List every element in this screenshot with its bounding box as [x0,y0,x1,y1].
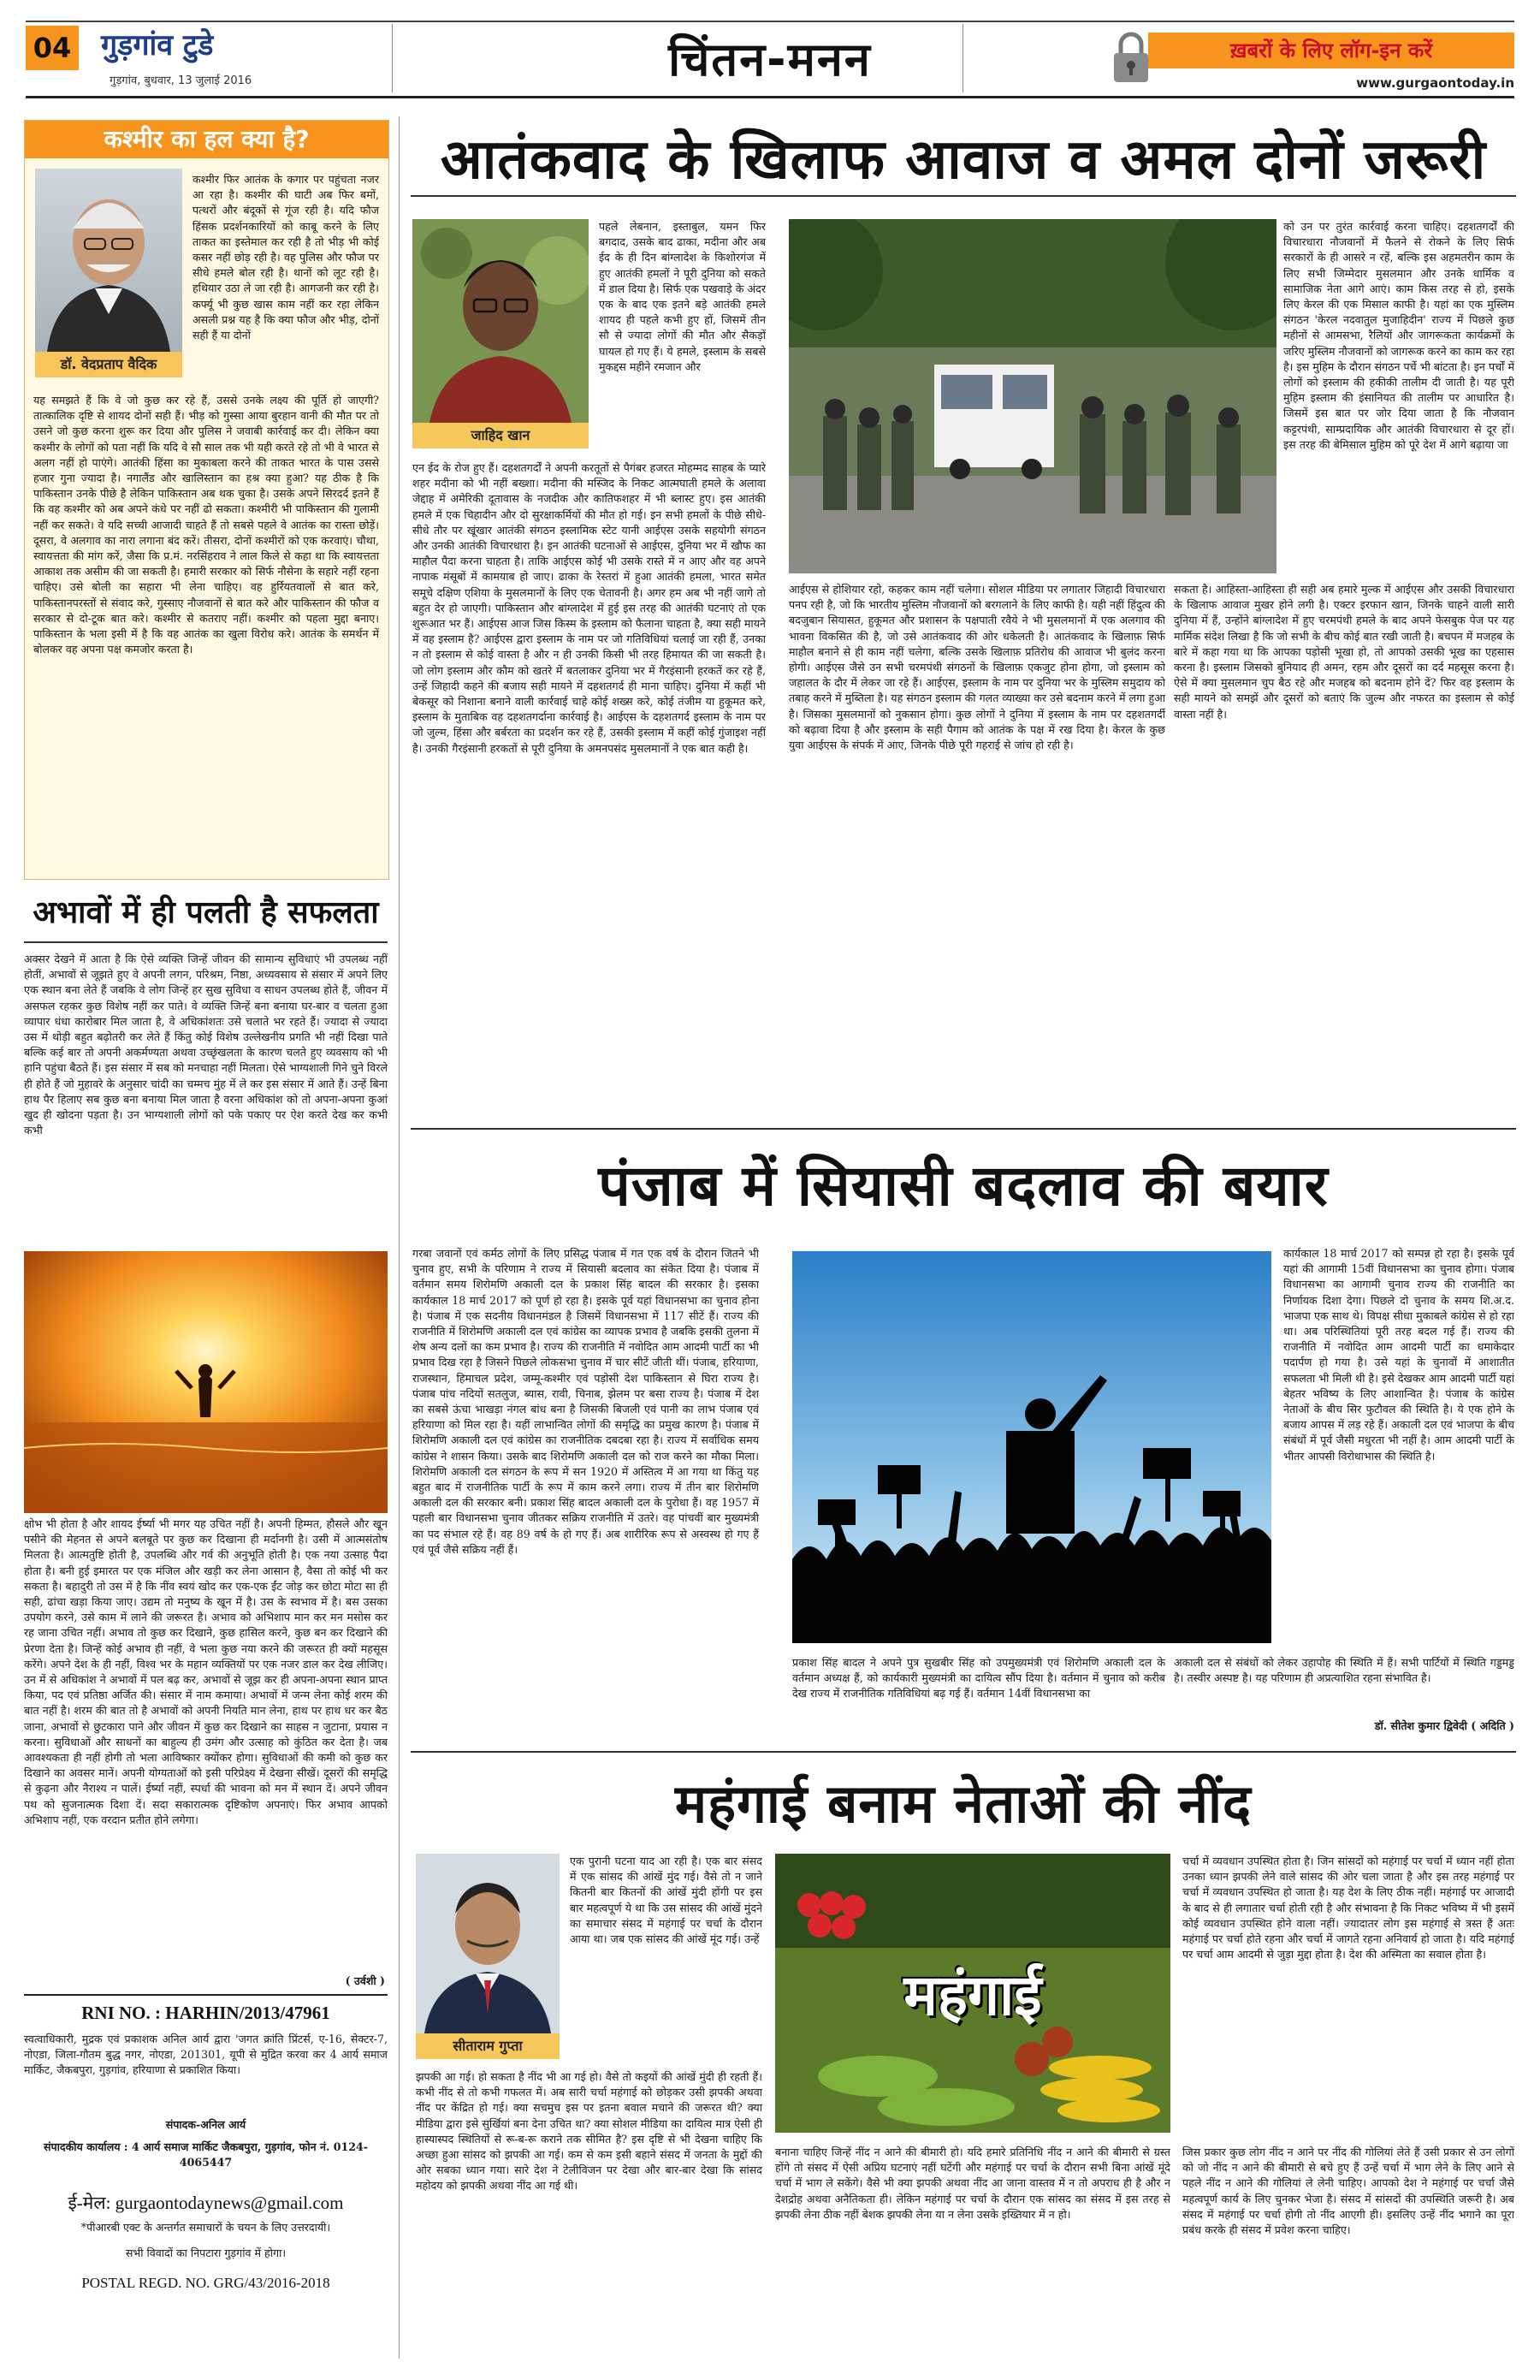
lock-icon [1112,29,1150,84]
punjab-col-b: प्रकाश सिंह बादल ने अपने पुत्र सुखबीर सिंह को उपमुख्यमंत्री एवं शिरोमणि अकाली दल के वर्तमान अध्यक्ष हैं, को कार्यकारी मुख्यमंत्री का दायित्व सौंप दिया है। वर्तमान में चुनाव को करीब देख राज्य में राजनीतिक गतिविधियां बढ़ गई हैं। वर्तमान 14वीं विधानसभा का [792,1656,1165,1700]
terror-col-a-side: पहले लेबनान, इस्ताबुल, यमन फिर बगदाद, उसके बाद ढाका, मदीना और अब ईद के ही दिन बांग्लादेश के किशोरगंज में हुए आतंकी हमलों ने पूरी दुनिया को सकते में डाल दिया है। सिर्फ एक पखवाड़े के अंदर एक के बाद एक इतने बड़े आतंकी हमले शायद ही पहले कभी हुए हों, जिसमें तीन सौ से ज्यादा लोगों की मौत और सैकड़ों घायल हो गए हैं। ये हमले, इस्लाम के सबसे मुकद्दस महीने रमजान और [599,220,766,373]
punjab-headline: पंजाब में सियासी बदलाव की बयार [598,1153,1329,1219]
kashmir-body-text: यह समझते हैं कि वे जो कुछ कर रहे हैं, उससे उनके लक्ष्य की पूर्ति हो जाएगी? तात्कालिक दृष्टि से शायद दोनों सही हैं। भीड़ को गुस्सा आया बुरहान वानी की मौत पर तो उसने जो कुछ करना शुरू कर दिया और पुलिस ने जवाबी कार्रवाई कर दी। लेकिन क्या कश्मीर के लोगों को पता नहीं कि यदि वे सौ साल तक भी यही करते रहे तो भी वे भारत से अलग नहीं हो पाएंगे। आतंकी हिंसा का मुकाबला करने की ताकत भारत के पास उससे हजार गुना ज्यादा है। नगालैंड और खालिस्तान का हश्र क्या हुआ? यह ठीक है कि पाकिस्तान उनके पीछे है लेकिन पाकिस्तान अब थक चुका है। उसके अपने सिरदर्द इतने हैं कि वह कश्मीर को अब अपने कंधे पर नहीं ढो सकता। कश्मीरी भी पाकिस्तान की गुलामी नहीं कर सकते। वे यदि सच्ची आजादी चाहते हैं तो सबसे पहले वे आतंक का रास्ता छोड़ें। दूसरा, वे अलगाव का नारा लगाना बंद करें। तीसरा, दोनों कश्मीरों को एक करवाएं। चौथा, स्वायत्तता की मांग करें, जैसा कि प्र.मं. नरसिंहराव ने लाल किले से कहा था कि स्वायत्तता आकाश तक असीम की जा सकती है। हमारी सरकार को सिर्फ नौसेना के सहारे नहीं रहना चाहिए। उसे बोली का सहारा भी लेना चाहिए। वह हुर्रियतवालों से बात करे, पाकिस्तानपरस्तों से संवाद करे, गुस्साए नौजवानों से बात करे और पाकिस्तान की फौज व सरकार से दो-टूक बात करे। कश्मीर से कतराए नहीं। कश्मीर को पहला मुद्दा बनाए। पाकिस्तान के भला इसी में है कि वह आतंक का खुला विरोध करे। आतंक के समर्थन में बोलकर वह अपना पक्ष कमजोर करता है। [33,394,379,656]
author-caption: सीताराम गुप्ता [416,2033,560,2059]
inflation-headline: महंगाई बनाम नेताओं की नींद [675,1772,1252,1835]
author-caption: डॉ. वेदप्रताप वैदिक [35,352,182,377]
scarcity-signature: ( उर्वशी ) [345,1974,385,1987]
inflation-col-c-body: जिस प्रकार कुछ लोग नींद न आने पर नींद की गोलियां लेते हैं उसी प्रकार से उन लोगों को जो नींद न आने की बीमारी से बचे हुए हैं उन्हें चर्चा में भाग लेने के लिए आने से पहले नींद न आने की गोलियां ले लेनी चाहिए। आपको देश ने महंगाई पर चर्चा जैसे महत्वपूर्ण कार्य के लिए चुनकर भेजा है। संसद में सांसदों की उपस्थिति जरूरी है। अब संसद में महंगाई पर चर्चा होगी तो नींद आएगी ही। इसलिए उन्हें नींद भगाने का पूरा प्रबंध करके ही संसद में प्रवेश करना चाहिए। [1182,2146,1514,2237]
author-photo [416,1854,560,2033]
imprint-email[interactable]: ई-मेल: gurgaontodaynews@gmail.com [68,2193,344,2213]
masthead-logo: गुड़गांव टुडे [101,28,214,62]
imprint-note: *पीआरबी एक्ट के अन्तर्गत समाचारों के चयन के लिए उत्तरदायी। [80,2221,331,2234]
imprint-jurisdiction: सभी विवादों का निपटारा गुड़गांव में होगा। [125,2246,287,2259]
inflation-col-a-body: झपकी आ गई। हो सकता है नींद भी आ गई हो। वैसे तो कइयों की आंखें मुंदी ही रहती हैं। कभी नींद से तो कभी गफलत में। अब सारी चर्चा महंगाई को छोड़कर उसी झपकी अथवा नींद पर केंद्रित हो गई। क्या सचमुच इस पर इतना बवाल मचाने की जरूरत थी? क्या मीडिया द्वारा इसे सुर्खियां बना देना उचित था? क्या सोशल मीडिया का दायित्व मात्र ऐसी ही हास्यास्पद स्थितियों से रू-ब-रू कराने तक सीमित है? इस दृष्टि से भी देखना चाहिए कि अच्छा हुआ सांसद को झपकी आ गई। कम से कम इसी बहाने संसद में जनता के मुद्दों की ओर सबका ध्यान गया। सारे देश ने टेलीविजन पर देखा और बार-बार देखा कि सांसद महोदय को झपकी अथवा नींद आ गई थी। [416,2070,762,2193]
security-forces-photo [789,219,1276,573]
vegetables-photo [775,1854,1170,2133]
kashmir-box [24,120,389,880]
terror-col-b-body: आईएस से होशियार रहो, कहकर काम नहीं चलेगा। सोशल मीडिया पर लगातार जिहादी विचारधारा पनप रही है, जो कि भारतीय मुस्लिम नौजवानों को बरगलाने के लिए काफी है। यही नहीं हिंदुत्व की बदजुबान सियासत, हुकूमत और प्रशासन के पक्षपाती रवैये ने भी मुसलमानों में एक अलगाव की भावना विकसित की है, जो उसे आतंकवाद की ओर धकेलती है। आतंकवाद के खिलाफ़ सिर्फ माहौल बनाने से ही काम नहीं चलेगा, बल्कि उसके खिलाफ़ प्रतिरोध की आवाज भी बुलंद करना होगी। आईएस जैसे उन सभी चरमपंथी संगठनों के खिलाफ़ एकजुट होना होगा, जो इस्लाम को जहालत के दौर में लेकर जा रहे हैं। आईएस, इस्लाम के नाम पर दुनिया भर के मुस्लिम समुदाय को तबाह करने में मुब्तिला है। यह संगठन इस्लाम की गलत व्याख्या कर उसे बदनाम करने में लगा हुआ है। जिसका मुसलमानों को नुकसान होगा। कुछ लोगों ने दुनिया में इस्लाम के नाम पर दहशतगर्दी को बढ़ावा दिया है और इस्लाम के सही पैगाम को आतंक के पक्ष में रख दिया है। केरल के कुछ युवा आईएस के संपर्क में आए, जिनके पीछे पूरी गहराई से जांच हो रही है। [789,583,1165,752]
section-title: चिंतन-मनन [668,33,872,86]
website-link[interactable]: www.gurgaontoday.in [1356,75,1514,91]
terror-col-a-body: एन ईद के रोज हुए हैं। दहशतगर्दों ने अपनी करतूतों से पैगंबर हजरत मोहम्मद साहब के प्यारे शहर मदीना को भी नहीं बख्शा। मदीना की मस्जिद के निकट आत्मघाती हमले के अलावा जेद्दाह में अमेरिकी दूतावास के नजदीक और कातिफशहर में भी ब्लास्ट हुए। इस आतंकी हमले में एक चिहादीन और दो सुरक्षाकर्मियों की मौत हो गई। इन सभी हमलों के पीछे सीधे-सीधे तौर पर खूंखार आतंकी संगठन इस्लामिक स्टेट यानी आईएस उसके सहयोगी संगठन और उनकी आतंकी विचारधारा है। इन आतंकी घटनाओं से आईएस, दुनिया भर में खौफ का माहौल पैदा करना चाहता है। ताकि आईएस कोई भी उसके रास्ते में न आए और वह अपने नापाक मंसूबों में कामयाब हो जाए। ढाका के रेस्तरां में हुआ आतंकी हमला, भारत समेत समूचे दक्षिण एशिया के मुसलमानों के लिए एक चेतावनी है। अगर हम अब भी नहीं जागे तो बहुत देर हो जाएगी। पाकिस्तान और बांग्लादेश में हुई इस तरह की आतंकी घटनाएं तो एक शुरूआत भर हैं। आईएस आज जिस किस्म के इस्लाम को फैलाना चाहता है, क्या सही मायने में वह इस्लाम है? आईएस द्वारा इस्लाम के नाम पर जो गतिविधियां चलाई जा रही हैं, उनका न तो इस्लाम से कोई वास्ता है और न ही उनकी किसी भी तरह हिमायत की जा सकती है। जो लोग इस्लाम और कौम को खतरे में बतलाकर दुनिया भर में गैरइंसानी हरकतें कर रहे हैं, उन्हें जिहादी कहने की बजाय सही मायने में दहशतगर्द ही माना चाहिए। दुनिया में कहीं भी बेकसूर को निशाना बनाने वाली कार्रवाई चाहे कोई शख्स करे, कोई तंजीम या हुकूमत करे, इस्लाम के मुताबिक वह दहशतगर्दाना कार्रवाई है। आईएस के दहशतगर्द इस्लाम के नाम पर जो जुल्म, हिंसा और बर्बरता का प्रदर्शन कर रहे हैं, उसकी इस्लाम में कहीं कोई गुंजाइश नहीं है। उनकी गैरइंसानी हरकतों से पूरी दुनिया के अमनपसंद मुसलमानों ने एक बात कही है। [412,461,766,755]
inflation-col-b-body: बनाना चाहिए जिन्हें नींद न आने की बीमारी हो। यदि हमारे प्रतिनिधि नींद न आने की बीमारी से ग्रस्त होंगे तो संसद में ऐसी अप्रिय घटनाएं नहीं घटेंगी और महंगाई पर चर्चा के दौरान सभी बिना आंखें मूंदे चर्चा में भाग ले सकेंगे। वैसे भी क्या झपकी अथवा नींद आ जाना वास्तव में न तो अपराध ही है और न देशद्रोह अथवा अनैतिकता ही। लेकिन महंगाई पर चर्चा के दौरान एक सांसद का संसद में इस तरह से झपकी लेना ठीक नहीं बेशक झपकी लेना या न लेना उसके इख्तियार में न हो। [775,2146,1170,2221]
imprint-office: संपादकीय कार्यालय : 4 आर्य समाज मार्किट जैकबपुरा, गुड़गांव, फोन नं. 0124-4065447 [43,2140,369,2169]
kashmir-title: कश्मीर का हल क्या है? [25,121,388,158]
imprint-box [24,1994,388,2362]
kashmir-side-text: कश्मीर फिर आतंक के कगार पर पहुंचता नजर आ रहा है। कश्मीर की घाटी अब फिर बमों, पत्थरों और बंदूकों से गूंज रही है। यदि फौज हिंसक प्रदर्शनकारियों को काबू करने के लिए ताकत का इस्तेमाल कर रही है तो भीड़ भी कोई कसर नहीं छोड़ रही है। वह पुलिस और फौज पर सीधे हमले बोल रही है। थानों को लूट रही है। हथियार उठा ले जा रही है। आगजनी कर रही है। कर्फ्यू भी कुछ खास काम नहीं कर रहा लेकिन असली प्रश्न यह है कि क्या फौज और भीड़, दोनों सही हैं या दोनों [192,173,379,342]
imprint-editor: संपादक-अनिल आर्य [165,2118,246,2131]
punjab-col-c-body: अकाली दल से संबंधों को लेकर उहापोह की स्थिति में हैं। सभी पार्टियों में स्थिति गड्डमड्ड है। तस्वीर अस्पष्ट है। यह परिणाम ही अप्रत्याशित रहना संभावित है। [1174,1656,1514,1685]
rni-number: RNI NO. : HARHIN/2013/47961 [81,2003,330,2023]
postal-number: POSTAL REGD. NO. GRG/43/2016-2018 [81,2275,330,2291]
scarcity-headline: अभावों में ही पलती है सफलता [33,895,379,930]
login-banner[interactable]: ख़बरों के लिए लॉग-इन करें [1148,33,1514,68]
author-caption: जाहिद खान [412,423,589,448]
page-header [0,0,1540,101]
inflation-photo-label: महंगाई [903,1962,1042,2028]
inflation-col-a-side: एक पुरानी घटना याद आ रही है। एक बार संसद में एक सांसद की आंखें मुंद गई। वैसे तो न जाने कितनी बार कितनों की आंखें मुंदी होंगी पर इस बार महत्वपूर्ण ये था कि उस सांसद की आंखें मुंदने का समाचार संसद में महंगाई पर चर्चा के दौरान आया था। जब एक सांसद की आंखें मूंद गई। उन्हें [570,1855,762,1946]
terror-headline: आतंकवाद के खिलाफ आवाज व अमल दोनों जरूरी [440,128,1487,192]
sunrise-photo [24,1251,388,1513]
imprint-body: स्वत्वाधिकारी, मुद्रक एवं प्रकाशक अनिल आर्य द्वारा 'जगत क्रांति प्रिंटर्स, ए-16, सेक्टर-7, नोएडा, जिला-गौतम बुद्ध नगर, नोएडा, 201301, यूपी से मुद्रित करवा कर 4 आर्य समाज मार्किट, जैकबपुरा, गुड़गांव, हरियाणा से प्रकाशित किया। [24,2033,388,2077]
terror-col-c-body: सकता है। आहिस्ता-आहिस्ता ही सही अब हमारे मुल्क में आईएस और उसकी विचारधारा के खिलाफ आवाज मुखर होने लगी है। एक्टर इरफान खान, जिनके चाहने वाली सारी दुनिया में हैं, उन्होंने बांग्लादेश में हुए चरमपंथी हमले के बाद अपने फेसबुक पेज पर यह मार्मिक संदेश लिखा है कि जो सभी के बीच कोई बात रखी जाती है। बचपन में मजहब के बारे में कहा गया था कि आपका पड़ोसी भूखा हो, तो आपको उसकी भूख का एहसास करना है। इस्लाम जिसको बुनियाद ही अमन, रहम और दूसरों का दर्द महसूस करना है। ऐसे में क्या मुसलमान चुप बैठ रहे और मजहब को बदनाम होने दें? फिर वह इस्लाम के सही मायने को समझें और दूसरों को बताएं कि जुल्म और नफरत का इस्लाम से कोई वास्ता नहीं है। [1174,583,1514,721]
punjab-col-a: गरबा जवानों एवं कर्मठ लोगों के लिए प्रसिद्ध पंजाब में गत एक वर्ष के दौरान जितने भी चुनाव हुए, सभी के परिणाम ने राज्य में सियासी बदलाव का संकेत दिया है। पंजाब में वर्तमान समय शिरोमणि अकाली दल के प्रकाश सिंह बादल की सरकार है। इसका कार्यकाल 18 मार्च 2017 को पूर्ण हो रहा है। इसके पूर्व यहां विधानसभा का चुनाव होना है। पंजाब में एक सदनीय विधानमंडल है जिसमें विधानसभा में 117 सीटें हैं। राज्य की राजनीति में शिरोमणि अकाली दल एवं कांग्रेस का व्यापक प्रभाव है जबकि इसकी तुलना में शेष अन्य दलों का कम प्रभाव है। राज्य की राजनीति में नवोदित आम आदमी पार्टी का भी प्रभाव दिख रहा है जिसने पिछले लोकसभा चुनाव में चार सीटें जीती थीं। पंजाब, हरियाणा, राजस्थान, हिमाचल प्रदेश, जम्मू-कश्मीर एवं पड़ोसी देश पाकिस्तान से घिरा राज्य है। पंजाब पांच नदियों सतलुज, ब्यास, रावी, चिनाब, झेलम पर बसा राज्य है। पंजाब में देश का सबसे ऊंचा भाखड़ा नंगल बांध बना है जिसकी बिजली एवं पानी का लाभ पंजाब एवं हरियाणा को मिल रहा है। यहीं लाभान्वित लोगों की समृद्धि का प्रमुख कारण है। पंजाब में शिरोमणि अकाली दल एवं कांग्रेस का राजनीतिक दबदबा रहा है। राज्य में सर्वाधिक समय कांग्रेस ने शासन किया। उसके बाद शिरोमणि अकाली दल को राज करने का मौका मिला। शिरोमणि अकाली दल संगठन के रूप में सन 1920 में अस्तित्व में आ गया था किंतु यह बहुत बाद में राजनीतिक पार्टी के रूप में काम करने लगा। राज्य में तीन बार शिरोमणि अकाली दल की सरकार बनी। प्रकाश सिंह बादल अकाली दल के पुरोधा हैं। वह 1957 में पहली बार विधानसभा चुनाव जीतकर सक्रिय राजनीति में उतरे। वह पांचवीं बार मुख्यमंत्री का पद संभाल रहे हैं। वह 89 वर्ष के हो गए हैं। अब शारीरिक रूप से अस्वस्थ हो गए हैं एवं पूर्व जैसे सक्रिय नहीं हैं। [412,1247,759,1556]
author-photo [35,169,182,352]
scarcity-body-top: अक्सर देखने में आता है कि ऐसे व्यक्ति जिन्हें जीवन की सामान्य सुविधाएं भी उपलब्ध नहीं होतीं, अभावों से जूझते हुए वे अपनी लगन, परिश्रम, निष्ठा, अध्यवसाय से संसार में अपने लिए एक स्थान बना लेते हैं जबकि वे लोग जिन्हें हर सुख सुविधा व साधन उपलब्ध होते हैं, जीवन में असफल रहकर कुछ विशेष नहीं कर पाते। वे व्यक्ति जिन्हें बना बनाया घर-बार व चलता हुआ व्यापार धंधा कारोबार मिल जाता है, वे अधिकांशतः उसे चलाते भर रहते हैं। ज्यादा से ज्यादा उस में थोड़ी बहुत बढ़ोतरी कर लेते हैं किंतु कोई विशेष उल्लेखनीय प्रगति भी नहीं दिखा पाते बल्कि कई बार तो अपनी अकर्मण्यता अथवा उच्छृंखलता के कारण चलते हुए व्यवसाय को भी हानि पहुंचा बैठते हैं। इस संसार में सब को मनचाहा नहीं मिलता। ऐसे भाग्यशाली गिने चुने विरले ही होते हैं जो मुहावरे के अनुसार चांदी का चम्मच मुंह में ले कर इस संसार में आते हैं। उन्हें बिना हाथ पैर हिलाए सब कुछ बना बनाया मिल जाता है वरना अधिकांश को तो अपना-अपना कुआं खुद ही खोदना पड़ता है। उन भाग्यशाली लोगों को पके पकाए पर ऐश करते देख कर कभी कभी [24,953,388,1137]
punjab-col-c-side: कार्यकाल 18 मार्च 2017 को सम्पन्न हो रहा है। इसके पूर्व यहां की आगामी 15वीं विधानसभा का चुनाव होगा। पंजाब विधानसभा का आगामी चुनाव राज्य की राजनीति का निर्णायक दिशा देगा। पिछले दो चुनाव के समय शि.अ.द. भाजपा एक साथ थे। विपक्ष सीधा मुकाबले कांग्रेस से हो रहा था। अब परिस्थितियां पूरी तरह बदल गई हैं। राज्य की राजनीति में नवोदित आम आदमी पार्टी का धमाकेदार पदार्पण हो गया है। उसे यहां के चुनावों में आशातीत सफलता भी मिली थी है। इसे देखकर आम आदमी पार्टी यहां बेहतर भविष्य के लिए आशान्वित है। पंजाब के कांग्रेस नेताओं के बीच सिर फुटौवल की स्थिति है। ये एक होने के बजाय आपस में लड़ रहे हैं। अकाली दल एवं भाजपा के बीच संबंधों में पूर्व जैसी मधुरता भी नहीं है। आम आदमी पार्टी के भीतर आपसी विरोधाभास की स्थिति है। [1283,1247,1514,1463]
page-number: 04 [26,26,79,70]
scarcity-body-bottom: क्षोभ भी होता है और शायद ईर्ष्या भी मगर यह उचित नहीं है। अपनी हिम्मत, हौसले और खून पसीने की मेहनत से अपने बलबूते पर कुछ कर दिखाना ही मर्दानगी है। उसी में आत्मसंतोष मिलता है। आत्मतुष्टि होती है, उपलब्धि और गर्व की अनुभूति होती है। एक नया उत्साह पैदा होता है। बनी हुई इमारत पर एक मंजिल और खड़ी कर लेना आसान है, वैसा तो कोई भी कर सकता है। बहादुरी तो उस में है कि नींव स्वयं खोद कर एक-एक ईंट जोड़ कर छोटा मोटा सा ही सही, ढांचा खड़ा किया जाए। उद्यम तो मनुष्य के खून में है। उस के स्वभाव में है। बस उसका उपयोग करने, उसे काम में लाने की जरूरत है। अभाव को अभिशाप मान कर मन मसोस कर रह जाना उचित नहीं। अभाव तो कुछ कर दिखाने, कुछ हासिल करने, कुछ बन कर दिखाने की प्रेरणा देता है। जिन्हें कोई अभाव ही नहीं, वे भला कुछ नया करने की जरूरत ही क्यों महसूस करेंगे। अपने देश के ही नहीं, विश्व भर के महान व्यक्तियों पर एक नजर डाल कर देख लीजिए। उन में से अधिकांश ने अभावों में पल बढ़ कर, अभावों से जूझ कर ही अपना-अपना स्थान प्राप्त किया, पद एवं प्रतिष्ठा अर्जित की। संसार में नाम कमाया। अभावों में जन्म लेना कोई शरम की बात नहीं है। शरम की बात तो है अभावों को अपनी नियति मान लेना, हाथ पर हाथ धर कर बैठ जाना, अभावों से छुटकारा पाने और जीवन में कुछ कर दिखाने का साहस न जुटाना, प्रयास न करना। सुविधाओं और साधनों का बाहुल्य ही उमंग और उत्साह को कुंठित कर देता है। जब आवश्यकता ही नहीं होगी तो भला आविष्कार क्योंकर होगा। सुविधाओं की कमी को कुछ कर दिखाने का अवसर मानें। अपनी योग्यताओं को इसी परिप्रेक्ष्य में देखना सीखें। दूसरों की समृद्धि से कुढ़ना और नैराश्य न पालें। ईर्ष्या नहीं, स्पर्धा की भावना को मन में स्थान दें। अपने जीवन पथ को सुजनात्मक दिशा दें। सदा सकारात्मक दृष्टिकोण अपनाएं। फिर अभाव आपको अभिशाप नहीं, एक वरदान प्रतीत होने लगेगा। [24,1517,388,1826]
rally-photo [792,1251,1271,1643]
punjab-author: डॉ. सीतेश कुमार द्विवेदी ( अदिति ) [1374,1719,1514,1732]
masthead-date: गुड़गांव, बुधवार, 13 जुलाई 2016 [110,74,252,87]
terror-col-c-side: को उन पर तुरंत कार्रवाई करना चाहिए। दहशतगर्दों की विचारधारा नौजवानों में फैलने से रोकने के लिए सिर्फ सरकारों के ही आसरे न रहें, बल्कि इस अहमतरीन काम के लिए सभी जिम्मेदार मुसलमान और उनके धार्मिक व सामाजिक नेता आगे आएं। काम किस तरह से हो, इसके लिए केरल की एक मिसाल काफी है। यहां का एक मुस्लिम संगठन 'केरल नदवातुल मुजाहिदीन' राज्य में पिछले कुछ महीनों से आमसभा, रैलियों और जागरूकता कार्यक्रमों के जरिए मुस्लिम नौजवानों को जागरूक करने का काम कर रहा है। इस मुहिम के दौरान संगठन पर्चे भी बांटता है। इन पर्चों में लोगों को इस्लाम की हकीकी तालीम दी जाती है। यह पूरी मुहिम इस्लाम की इंसानियत की तालीम पर आधारित है। जिसमें इस बात पर जोर दिया जाता है कि नौजवान कट्टरपंथी, साम्प्रदायिक और आतंकी विचारधारा से दूर हों। इस तरह की बेमिसाल मुहिम को पूरे देश में आगे बढ़ाया जा [1283,220,1514,451]
author-photo [412,219,589,423]
inflation-col-c-side: चर्चा में व्यवधान उपस्थित होता है। जिन सांसदों को महंगाई पर चर्चा में ध्यान नहीं होता उनका ध्यान झपकी लेने वाले सांसद की ओर चला जाता है और इस तरह महंगाई पर चर्चा में व्यवधान उपस्थित हो जाता है। यह देश के लिए ठीक नहीं। महंगाई पर आजादी के बाद से ही लगातार चर्चा होती रही है और संभावना है कि निकट भविष्य में भी इसमें कोई व्यवधान उपस्थित होने वाला नहीं। ज्यादातर लोग इस महंगाई से त्रस्त हैं अतः महंगाई पर चर्चा होते रहना और चर्चा में जागते रहना अनिवार्य हो जाता है। यदि महंगाई पर चर्चा आम आदमी से जुड़ा मुद्दा होता है। देश की अस्मिता का सवाल होता है। [1182,1855,1514,1962]
